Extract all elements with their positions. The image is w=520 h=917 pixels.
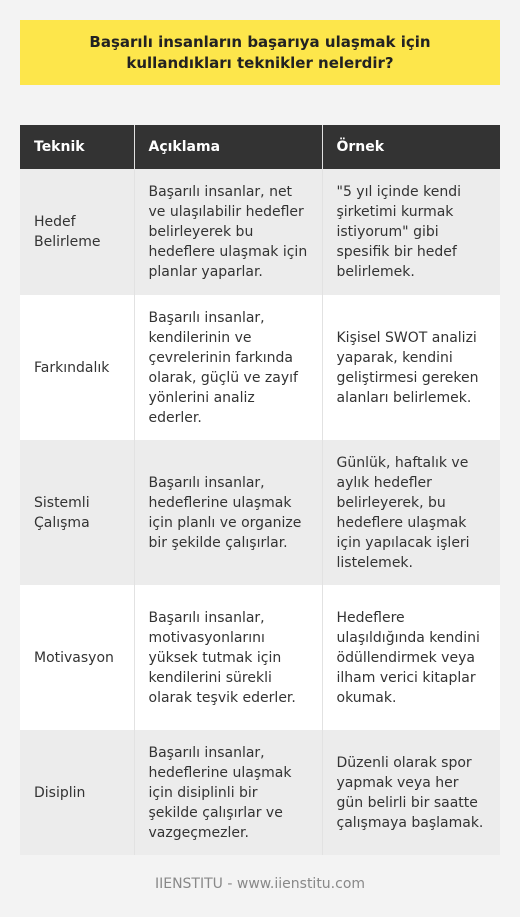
- cell-description: Başarılı insanlar, motivasyonlarını yüksek tutmak için kendilerini sürekli olarak teşvik ederler.: [134, 585, 322, 730]
- table-row: [20, 585, 500, 730]
- cell-technique: Disiplin: [20, 730, 134, 855]
- cell-description: Başarılı insanlar, hedeflerine ulaşmak için planlı ve organize bir şekilde çalışırlar.: [134, 440, 322, 585]
- footer-credit: IIENSTITU - www.iienstitu.com: [154, 876, 366, 892]
- cell-example: Hedeflere ulaşıldığında kendini ödüllendirmek veya ilham verici kitaplar okumak.: [322, 585, 500, 730]
- table-row: [20, 295, 500, 440]
- cell-example: "5 yıl içinde kendi şirketimi kurmak istiyorum" gibi spesifik bir hedef belirlemek.: [322, 169, 500, 295]
- header-example: Örnek: [322, 125, 500, 169]
- cell-technique: Farkındalık: [20, 295, 134, 440]
- header-technique: Teknik: [20, 125, 134, 169]
- cell-description: Başarılı insanlar, kendilerinin ve çevrelerinin farkında olarak, güçlü ve zayıf yönlerini analiz ederler.: [134, 295, 322, 440]
- cell-technique: Hedef Belirleme: [20, 169, 134, 295]
- page-title: Başarılı insanların başarıya ulaşmak için kullandıkları teknikler nelerdir?: [20, 20, 500, 85]
- table-header-row: [20, 125, 500, 169]
- cell-technique: Motivasyon: [20, 585, 134, 730]
- cell-example: Kişisel SWOT analizi yaparak, kendini geliştirmesi gereken alanları belirlemek.: [322, 295, 500, 440]
- table-row: [20, 169, 500, 295]
- cell-description: Başarılı insanlar, hedeflerine ulaşmak için disiplinli bir şekilde çalışırlar ve vazgeçmezler.: [134, 730, 322, 855]
- cell-example: Günlük, haftalık ve aylık hedefler belirleyerek, bu hedeflere ulaşmak için yapılacak işleri listelemek.: [322, 440, 500, 585]
- cell-example: Düzenli olarak spor yapmak veya her gün belirli bir saatte çalışmaya başlamak.: [322, 730, 500, 855]
- techniques-table: [20, 125, 500, 855]
- cell-technique: Sistemli Çalışma: [20, 440, 134, 585]
- cell-description: Başarılı insanlar, net ve ulaşılabilir hedefler belirleyerek bu hedeflere ulaşmak için planlar yaparlar.: [134, 169, 322, 295]
- header-description: Açıklama: [134, 125, 322, 169]
- table-row: [20, 730, 500, 855]
- table-row: [20, 440, 500, 585]
